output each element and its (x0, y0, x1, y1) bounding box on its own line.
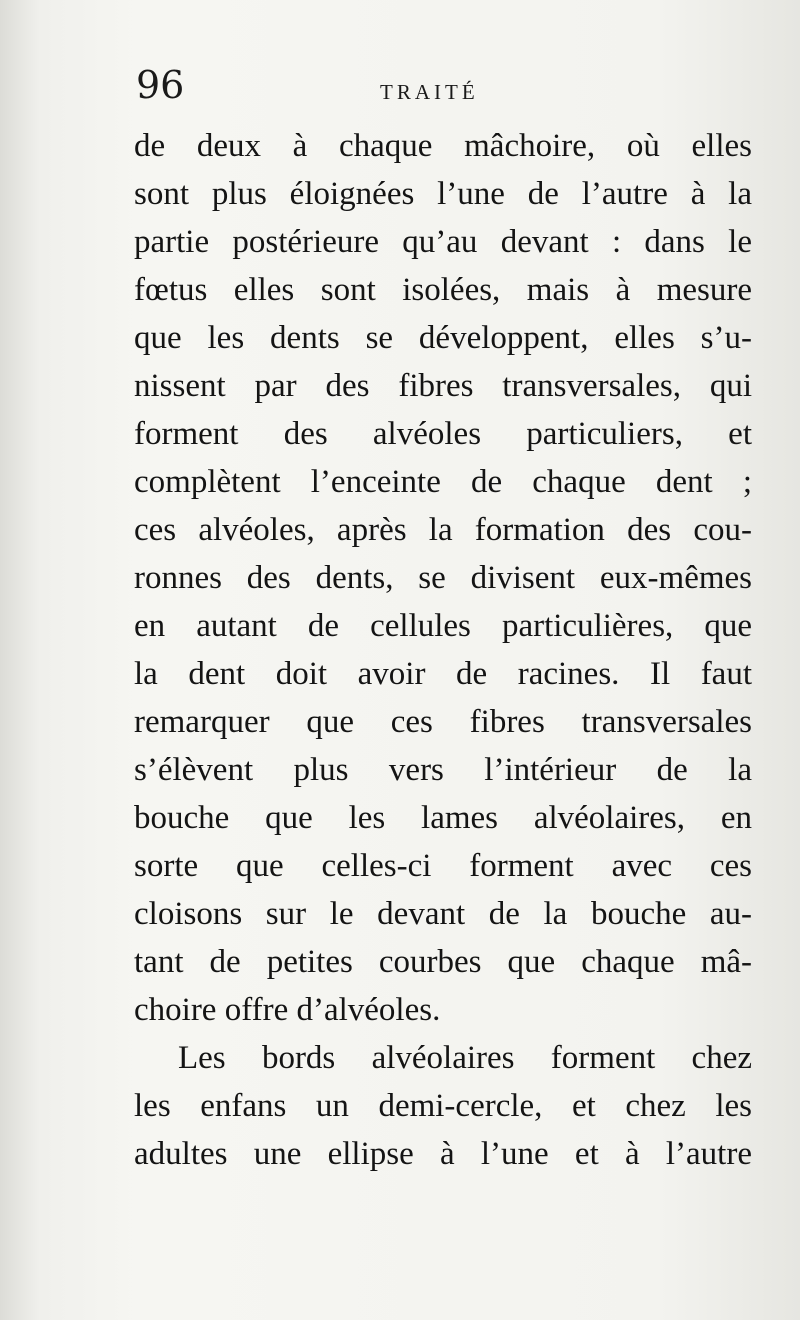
text-line: forment des alvéoles particuliers, et (134, 416, 752, 452)
page-number: 96 (136, 63, 185, 107)
text-line: la dent doit avoir de racines. Il faut (134, 656, 752, 692)
text-line: de deux à chaque mâchoire, où elles (134, 128, 752, 164)
text-line: ces alvéoles, après la formation des cou- (134, 512, 752, 548)
text-line: sont plus éloignées l’une de l’autre à la (134, 176, 752, 212)
text-line: ronnes des dents, se divisent eux-mêmes (134, 560, 752, 596)
text-line: tant de petites courbes que chaque mâ- (134, 944, 752, 980)
text-line: complètent l’enceinte de chaque dent ; (134, 464, 752, 500)
paragraph-start-line: Les bords alvéolaires forment chez (178, 1040, 752, 1076)
text-line: cloisons sur le devant de la bouche au- (134, 896, 752, 932)
text-line: s’élèvent plus vers l’intérieur de la (134, 752, 752, 788)
text-line: les enfans un demi-cercle, et chez les (134, 1088, 752, 1124)
text-line: bouche que les lames alvéolaires, en (134, 800, 752, 836)
text-line: en autant de cellules particulières, que (134, 608, 752, 644)
text-line: adultes une ellipse à l’une et à l’autre (134, 1136, 752, 1172)
text-line: que les dents se développent, elles s’u- (134, 320, 752, 356)
text-line: sorte que celles-ci forment avec ces (134, 848, 752, 884)
text-line: partie postérieure qu’au devant : dans le (134, 224, 752, 260)
paragraph-end-line: choire offre d’alvéoles. (134, 992, 441, 1028)
text-line: remarquer que ces fibres transversales (134, 704, 752, 740)
text-line: nissent par des fibres transversales, qui (134, 368, 752, 404)
text-line: fœtus elles sont isolées, mais à mesure (134, 272, 752, 308)
running-title: TRAITÉ (380, 80, 479, 104)
body-text (134, 122, 752, 1178)
